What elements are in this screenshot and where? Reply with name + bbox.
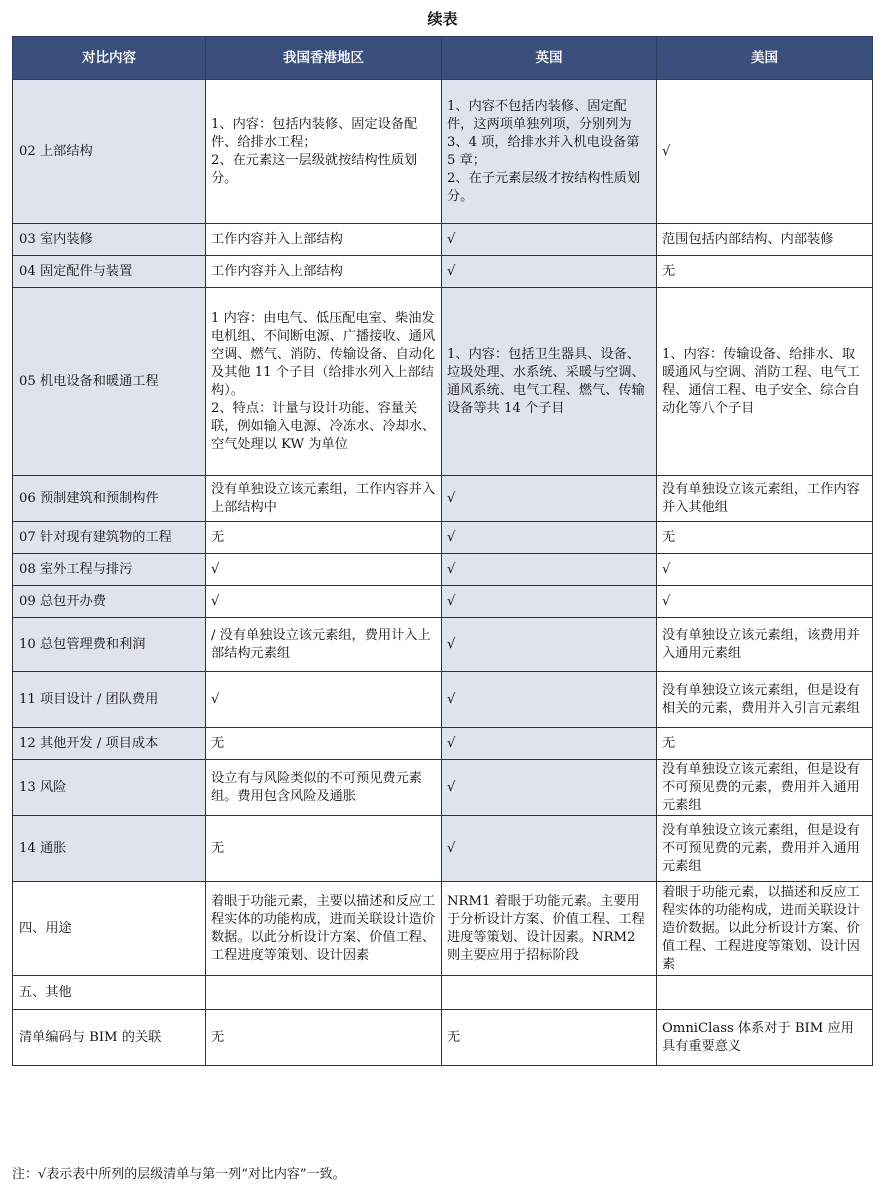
cell-content: 清单编码与 BIM 的关联 [13,1010,206,1066]
cell-uk: √ [442,256,657,288]
header-hongkong: 我国香港地区 [206,37,442,80]
cell-hongkong: 设立有与风险类似的不可预见费元素组。费用包含风险及通胀 [206,760,442,816]
cell-uk: 1、内容不包括内装修、固定配件，这两项单独列项，分别列为 3、4 项，给排水并入机电设备第 5 章； 2、在子元素层级才按结构性质划分。 [442,80,657,224]
table-row [13,554,873,586]
header-row [13,37,873,80]
cell-us: √ [657,554,873,586]
cell-content: 04 固定配件与装置 [13,256,206,288]
cell-uk: 无 [442,1010,657,1066]
cell-hongkong: 无 [206,728,442,760]
cell-us: 范围包括内部结构、内部装修 [657,224,873,256]
footnote: 注：√表示表中所列的层级清单与第一列“对比内容”一致。 [12,1167,346,1182]
header-content: 对比内容 [13,37,206,80]
table-row [13,586,873,618]
cell-uk: √ [442,476,657,522]
cell-us: √ [657,80,873,224]
cell-hongkong: 着眼于功能元素，主要以描述和反应工程实体的功能构成，进而关联设计造价数据。以此分析设计方案、价值工程、工程进度等策划、设计因素 [206,882,442,976]
table-row [13,618,873,672]
cell-content: 08 室外工程与排污 [13,554,206,586]
cell-hongkong: √ [206,586,442,618]
cell-us: 无 [657,522,873,554]
comparison-table [12,36,873,1066]
cell-us: 没有单独设立该元素组，工作内容并入其他组 [657,476,873,522]
cell-uk: √ [442,554,657,586]
table-row [13,80,873,224]
table-row [13,672,873,728]
table-body [13,80,873,1066]
cell-uk: √ [442,224,657,256]
table-row [13,760,873,816]
table-row [13,1010,873,1066]
cell-hongkong: 工作内容并入上部结构 [206,224,442,256]
cell-content: 11 项目设计 / 团队费用 [13,672,206,728]
table-row [13,976,873,1010]
cell-us: 无 [657,728,873,760]
cell-us: OmniClass 体系对于 BIM 应用具有重要意义 [657,1010,873,1066]
cell-hongkong: / 没有单独设立该元素组，费用计入上部结构元素组 [206,618,442,672]
cell-uk: √ [442,816,657,882]
table-row [13,224,873,256]
cell-uk: 1、内容：包括卫生器具、设备、垃圾处理、水系统、采暖与空调、通风系统、电气工程、燃气、传输设备等共 14 个子目 [442,288,657,476]
cell-us: 着眼于功能元素，以描述和反应工程实体的功能构成，进而关联设计造价数据。以此分析设计方案、价值工程、工程进度等策划、设计因素 [657,882,873,976]
cell-us: 没有单独设立该元素组，但是设有不可预见费的元素，费用并入通用元素组 [657,760,873,816]
cell-uk [442,976,657,1010]
cell-content: 五、其他 [13,976,206,1010]
cell-uk: √ [442,618,657,672]
cell-us: 1、内容：传输设备、给排水、取暖通风与空调、消防工程、电气工程、通信工程、电子安全、综合自动化等八个子目 [657,288,873,476]
table-row [13,256,873,288]
header-uk: 英国 [442,37,657,80]
cell-hongkong: 无 [206,1010,442,1066]
cell-content: 10 总包管理费和利润 [13,618,206,672]
cell-content: 14 通胀 [13,816,206,882]
cell-content: 06 预制建筑和预制构件 [13,476,206,522]
table-title: 续表 [427,10,458,28]
cell-hongkong: 1 内容：由电气、低压配电室、柴油发电机组、不间断电源、广播接收、通风空调、燃气、消防、传输设备、自动化及其他 11 个子目（给排水列入上部结构）。 2、特点：计量与设计功能、容量关联，例如输入电源、冷冻水、冷却水、空气处理以 KW 为单位 [206,288,442,476]
cell-uk: √ [442,522,657,554]
cell-uk: √ [442,760,657,816]
cell-content: 四、用途 [13,882,206,976]
cell-us: 没有单独设立该元素组，但是设有相关的元素，费用并入引言元素组 [657,672,873,728]
cell-us: 没有单独设立该元素组，该费用并入通用元素组 [657,618,873,672]
cell-hongkong: √ [206,554,442,586]
cell-hongkong: 工作内容并入上部结构 [206,256,442,288]
cell-hongkong: √ [206,672,442,728]
cell-hongkong: 无 [206,522,442,554]
cell-hongkong: 1、内容：包括内装修、固定设备配件、给排水工程； 2、在元素这一层级就按结构性质划分。 [206,80,442,224]
cell-us [657,976,873,1010]
cell-uk: √ [442,728,657,760]
cell-uk: √ [442,586,657,618]
cell-us: √ [657,586,873,618]
cell-content: 13 风险 [13,760,206,816]
table-row [13,816,873,882]
table-row [13,476,873,522]
table-row [13,882,873,976]
cell-us: 无 [657,256,873,288]
cell-content: 07 针对现有建筑物的工程 [13,522,206,554]
cell-uk: NRM1 着眼于功能元素。主要用于分析设计方案、价值工程、工程进度等策划、设计因素。NRM2 则主要应用于招标阶段 [442,882,657,976]
cell-content: 09 总包开办费 [13,586,206,618]
cell-content: 12 其他开发 / 项目成本 [13,728,206,760]
table-row [13,728,873,760]
cell-content: 05 机电设备和暖通工程 [13,288,206,476]
cell-content: 02 上部结构 [13,80,206,224]
table-row [13,288,873,476]
cell-hongkong: 无 [206,816,442,882]
cell-hongkong: 没有单独设立该元素组，工作内容并入上部结构中 [206,476,442,522]
cell-us: 没有单独设立该元素组，但是设有不可预见费的元素，费用并入通用元素组 [657,816,873,882]
cell-hongkong [206,976,442,1010]
cell-uk: √ [442,672,657,728]
cell-content: 03 室内装修 [13,224,206,256]
table-row [13,522,873,554]
header-us: 美国 [657,37,873,80]
